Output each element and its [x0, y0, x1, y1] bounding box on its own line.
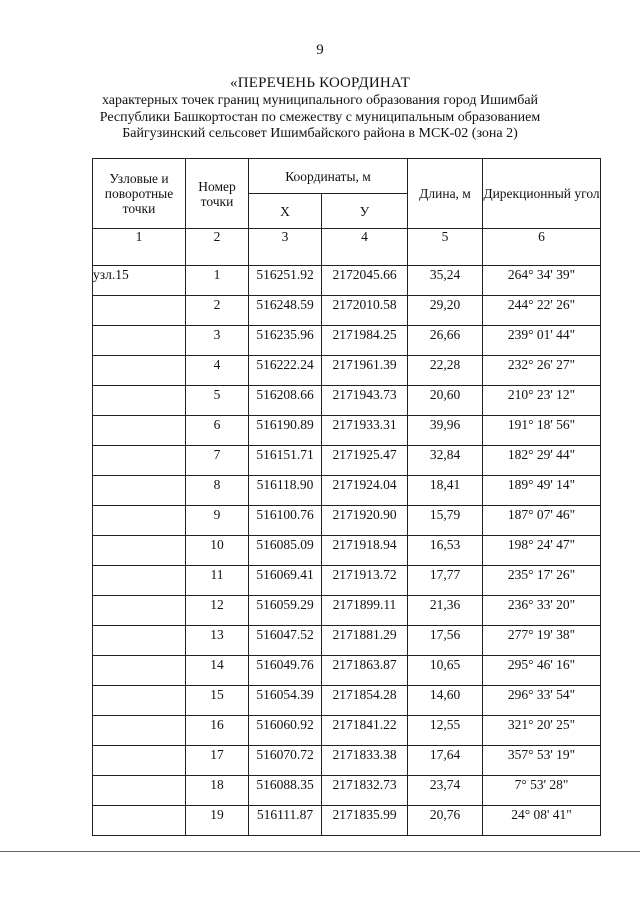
header-x: X	[249, 194, 322, 229]
x-cell: 516251.92	[249, 266, 322, 296]
length-cell: 20,76	[408, 806, 483, 836]
point-cell: 6	[186, 416, 249, 446]
angle-cell: 210° 23' 12"	[483, 386, 601, 416]
length-cell: 23,74	[408, 776, 483, 806]
header-length: Длина, м	[408, 159, 483, 229]
table-row	[93, 776, 601, 806]
y-cell: 2171863.87	[322, 656, 408, 686]
node-cell	[93, 596, 186, 626]
x-cell: 516151.71	[249, 446, 322, 476]
length-cell: 14,60	[408, 686, 483, 716]
node-cell	[93, 356, 186, 386]
x-cell: 516222.24	[249, 356, 322, 386]
node-cell	[93, 506, 186, 536]
table-row	[93, 566, 601, 596]
length-cell: 21,36	[408, 596, 483, 626]
y-cell: 2171832.73	[322, 776, 408, 806]
x-cell: 516118.90	[249, 476, 322, 506]
table-row	[93, 806, 601, 836]
point-cell: 13	[186, 626, 249, 656]
node-cell	[93, 656, 186, 686]
column-number: 6	[483, 229, 601, 266]
table-row	[93, 446, 601, 476]
point-cell: 12	[186, 596, 249, 626]
angle-cell: 189° 49' 14"	[483, 476, 601, 506]
column-number: 3	[249, 229, 322, 266]
x-cell: 516235.96	[249, 326, 322, 356]
angle-cell: 232° 26' 27"	[483, 356, 601, 386]
node-cell	[93, 716, 186, 746]
length-cell: 17,77	[408, 566, 483, 596]
point-cell: 9	[186, 506, 249, 536]
y-cell: 2172045.66	[322, 266, 408, 296]
table-row	[93, 386, 601, 416]
angle-cell: 295° 46' 16"	[483, 656, 601, 686]
table-row	[93, 686, 601, 716]
y-cell: 2171841.22	[322, 716, 408, 746]
y-cell: 2171913.72	[322, 566, 408, 596]
length-cell: 17,64	[408, 746, 483, 776]
node-cell: узл.15	[93, 266, 186, 296]
table-row	[93, 356, 601, 386]
angle-cell: 24° 08' 41"	[483, 806, 601, 836]
page-divider	[0, 851, 640, 852]
angle-cell: 191° 18' 56"	[483, 416, 601, 446]
length-cell: 20,60	[408, 386, 483, 416]
node-cell	[93, 686, 186, 716]
length-cell: 39,96	[408, 416, 483, 446]
subtitle-line-3: Байгузинский сельсовет Ишимбайского района в МСК-02 (зона 2)	[122, 126, 518, 141]
y-cell: 2171984.25	[322, 326, 408, 356]
point-cell: 18	[186, 776, 249, 806]
header-coords: Координаты, м	[249, 159, 408, 194]
subtitle-line-2: Республики Башкортостан по смежеству с муниципальным образованием	[99, 109, 541, 125]
y-cell: 2171835.99	[322, 806, 408, 836]
angle-cell: 277° 19' 38"	[483, 626, 601, 656]
point-cell: 15	[186, 686, 249, 716]
x-cell: 516060.92	[249, 716, 322, 746]
y-cell: 2171881.29	[322, 626, 408, 656]
column-number: 5	[408, 229, 483, 266]
table-row	[93, 656, 601, 686]
x-cell: 516088.35	[249, 776, 322, 806]
table-row	[93, 266, 601, 296]
length-cell: 12,55	[408, 716, 483, 746]
subtitle-line-1: характерных точек границ муниципального образования город Ишимбай	[101, 93, 539, 108]
y-cell: 2171918.94	[322, 536, 408, 566]
node-cell	[93, 806, 186, 836]
header-point: Номер точки	[186, 159, 249, 229]
point-cell: 11	[186, 566, 249, 596]
y-cell: 2171961.39	[322, 356, 408, 386]
length-cell: 16,53	[408, 536, 483, 566]
node-cell	[93, 326, 186, 356]
angle-cell: 187° 07' 46"	[483, 506, 601, 536]
table-row	[93, 506, 601, 536]
column-number: 2	[186, 229, 249, 266]
table-row	[93, 296, 601, 326]
table-body	[93, 266, 601, 836]
x-cell: 516248.59	[249, 296, 322, 326]
y-cell: 2171933.31	[322, 416, 408, 446]
node-cell	[93, 416, 186, 446]
y-cell: 2171943.73	[322, 386, 408, 416]
x-cell: 516190.89	[249, 416, 322, 446]
point-cell: 10	[186, 536, 249, 566]
column-number: 4	[322, 229, 408, 266]
length-cell: 35,24	[408, 266, 483, 296]
y-cell: 2171899.11	[322, 596, 408, 626]
table-row	[93, 476, 601, 506]
x-cell: 516111.87	[249, 806, 322, 836]
angle-cell: 239° 01' 44"	[483, 326, 601, 356]
angle-cell: 7° 53' 28"	[483, 776, 601, 806]
angle-cell: 236° 33' 20"	[483, 596, 601, 626]
y-cell: 2171924.04	[322, 476, 408, 506]
node-cell	[93, 566, 186, 596]
point-cell: 17	[186, 746, 249, 776]
angle-cell: 357° 53' 19"	[483, 746, 601, 776]
node-cell	[93, 776, 186, 806]
x-cell: 516069.41	[249, 566, 322, 596]
table-row	[93, 716, 601, 746]
length-cell: 15,79	[408, 506, 483, 536]
y-cell: 2171854.28	[322, 686, 408, 716]
point-cell: 7	[186, 446, 249, 476]
length-cell: 26,66	[408, 326, 483, 356]
angle-cell: 321° 20' 25"	[483, 716, 601, 746]
point-cell: 14	[186, 656, 249, 686]
angle-cell: 198° 24' 47"	[483, 536, 601, 566]
header-angle: Дирекционный угол	[483, 159, 601, 229]
table-row	[93, 536, 601, 566]
table-row	[93, 596, 601, 626]
point-cell: 8	[186, 476, 249, 506]
x-cell: 516059.29	[249, 596, 322, 626]
y-cell: 2171920.90	[322, 506, 408, 536]
table-row	[93, 746, 601, 776]
angle-cell: 182° 29' 44"	[483, 446, 601, 476]
document-title: «ПЕРЕЧЕНЬ КООРДИНАТ	[230, 75, 410, 91]
length-cell: 32,84	[408, 446, 483, 476]
node-cell	[93, 536, 186, 566]
node-cell	[93, 746, 186, 776]
x-cell: 516100.76	[249, 506, 322, 536]
length-cell: 22,28	[408, 356, 483, 386]
node-cell	[93, 476, 186, 506]
length-cell: 17,56	[408, 626, 483, 656]
coordinates-table	[92, 158, 601, 836]
length-cell: 29,20	[408, 296, 483, 326]
point-cell: 16	[186, 716, 249, 746]
table-row	[93, 416, 601, 446]
angle-cell: 296° 33' 54"	[483, 686, 601, 716]
x-cell: 516049.76	[249, 656, 322, 686]
point-cell: 3	[186, 326, 249, 356]
x-cell: 516047.52	[249, 626, 322, 656]
length-cell: 18,41	[408, 476, 483, 506]
node-cell	[93, 386, 186, 416]
document-heading	[0, 74, 640, 143]
table-row	[93, 326, 601, 356]
angle-cell: 244° 22' 26"	[483, 296, 601, 326]
point-cell: 5	[186, 386, 249, 416]
page-number: 9	[316, 42, 324, 58]
node-cell	[93, 446, 186, 476]
x-cell: 516208.66	[249, 386, 322, 416]
table-row	[93, 626, 601, 656]
y-cell: 2171925.47	[322, 446, 408, 476]
header-y: У	[322, 194, 408, 229]
node-cell	[93, 626, 186, 656]
point-cell: 4	[186, 356, 249, 386]
length-cell: 10,65	[408, 656, 483, 686]
angle-cell: 264° 34' 39"	[483, 266, 601, 296]
y-cell: 2172010.58	[322, 296, 408, 326]
node-cell	[93, 296, 186, 326]
x-cell: 516085.09	[249, 536, 322, 566]
point-cell: 19	[186, 806, 249, 836]
column-number: 1	[93, 229, 186, 266]
angle-cell: 235° 17' 26"	[483, 566, 601, 596]
point-cell: 2	[186, 296, 249, 326]
x-cell: 516070.72	[249, 746, 322, 776]
header-node: Узловые и поворотные точки	[93, 159, 186, 229]
y-cell: 2171833.38	[322, 746, 408, 776]
point-cell: 1	[186, 266, 249, 296]
x-cell: 516054.39	[249, 686, 322, 716]
